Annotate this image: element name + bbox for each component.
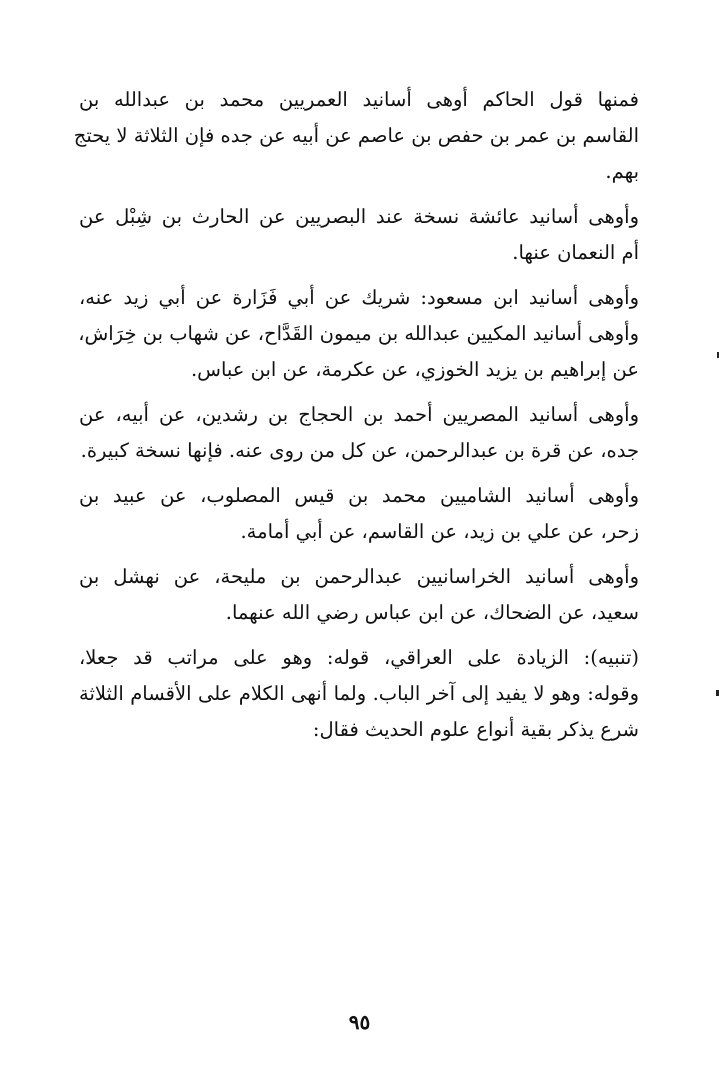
text-line: وأوهى أسانيد ابن مسعود: شريك عن أبي فَزَارة عن أبي زيد عنه، — [79, 286, 639, 309]
paragraph-2 — [79, 199, 639, 271]
text-line: وأوهى أسانيد عائشة نسخة عند البصريين عن الحارث بن شِبْل عن — [79, 205, 639, 228]
page-number: ٩٥ — [348, 1010, 371, 1034]
text-line: القاسم بن عمر بن حفص بن عاصم عن أبيه عن جده فإن الثلاثة لا يحتج — [73, 124, 639, 147]
text-line: وأوهى أسانيد المصريين أحمد بن الحجاج بن رشدين، عن أبيه، عن — [79, 403, 639, 426]
text-line: بهم. — [605, 160, 639, 183]
text-line: وأوهى أسانيد الشاميين محمد بن قيس المصلوب، عن عبيد بن — [79, 484, 639, 507]
paragraph-1 — [73, 82, 639, 190]
text-line: فمنها قول الحاكم أوهى أسانيد العمريين محمد بن عبدالله بن — [79, 88, 639, 111]
text-line: شرع يذكر بقية أنواع علوم الحديث فقال: — [312, 718, 639, 741]
paragraph-7 — [79, 640, 639, 748]
text-line: عن إبراهيم بن يزيد الخوزي، عن عكرمة، عن ابن عباس. — [190, 358, 639, 381]
text-line: أم النعمان عنها. — [512, 241, 639, 264]
text-line: وأوهى أسانيد المكيين عبدالله بن ميمون القَدَّاح، عن شهاب بن خِرَاش، — [78, 322, 639, 345]
text-line: وقوله: وهو لا يفيد إلى آخر الباب. ولما أنهى الكلام على الأقسام الثلاثة — [79, 682, 639, 705]
paragraph-5 — [79, 478, 639, 550]
text-line: وأوهى أسانيد الخراسانيين عبدالرحمن بن مليحة، عن نهشل بن — [79, 565, 639, 588]
paragraph-4 — [79, 397, 639, 469]
paragraph-3 — [79, 280, 639, 388]
text-line: زحر، عن علي بن زيد، عن القاسم، عن أبي أمامة. — [240, 520, 639, 543]
text-line: سعيد، عن الضحاك، عن ابن عباس رضي الله عنهما. — [225, 601, 639, 624]
paragraph-6 — [79, 559, 639, 631]
text-line: (تنبيه): الزيادة على العراقي، قوله: وهو على مراتب قد جعلا، — [79, 646, 639, 669]
text-line: جده، عن قرة بن عبدالرحمن، عن كل من روى عنه. فإنها نسخة كبيرة. — [80, 439, 639, 462]
text-block — [73, 82, 639, 757]
